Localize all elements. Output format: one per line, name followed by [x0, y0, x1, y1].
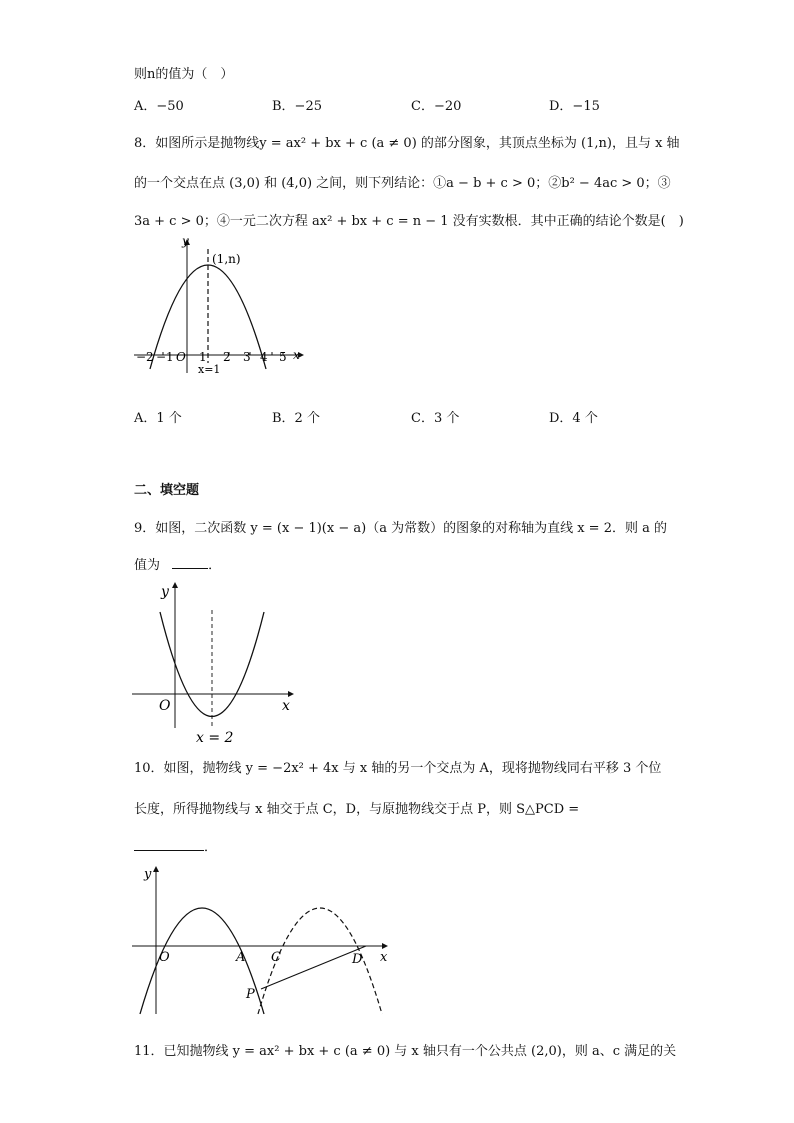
q8-vertex-label: (1,n) [212, 252, 241, 266]
q8-option-a: A．1 个 [134, 411, 182, 426]
q7-option-c: C．−20 [411, 99, 462, 114]
q10-x-label: x [380, 950, 388, 965]
q9-stem-line1: 9．如图，二次函数 y = (x − 1)(x − a)（a 为常数）的图象的对称轴为直线 x = 2．则 a 的 [134, 521, 667, 536]
q7-option-d: D．−15 [549, 99, 600, 114]
q9-stem-text: 值为 [134, 558, 161, 573]
q9-stem-end: ． [208, 558, 222, 573]
q10-stem-line1: 10．如图，抛物线 y = −2x² + 4x 与 x 轴的另一个交点为 A，现将抛物线同右平移 3 个位 [134, 761, 662, 776]
q10-y-label: y [144, 867, 152, 882]
q8-tick-label: 4 [260, 350, 268, 364]
q7-option-b: B．−25 [272, 99, 322, 114]
q8-axis-label: x=1 [198, 363, 221, 376]
q10-stem-line2: 长度，所得抛物线与 x 轴交于点 C，D，与原抛物线交于点 P，则 S△PCD = [134, 802, 580, 817]
q10-point-p-label: P [246, 987, 255, 1002]
q9-stem-line2 [134, 556, 221, 575]
q11-stem-line1: 11．已知抛物线 y = ax² + bx + c (a ≠ 0) 与 x 轴只有一个公共点 (2,0)，则 a、c 满足的关 [134, 1044, 677, 1059]
q9-answer-blank[interactable] [172, 556, 208, 569]
q8-stem-line3: 3a + c > 0；④一元二次方程 ax² + bx + c = n − 1 没有实数根．其中正确的结论个数是( ) [134, 214, 684, 229]
q10-parabola-figure [130, 862, 400, 1022]
q8-tick-label: 5 [279, 350, 287, 364]
q9-x-label: x [282, 698, 290, 714]
section-title: 二、填空题 [134, 483, 200, 498]
q8-tick-label: −1 [156, 350, 174, 364]
q8-option-b: B．2 个 [272, 411, 320, 426]
q9-origin-label: O [159, 698, 171, 714]
q10-stem-end: ． [204, 840, 218, 855]
q9-y-label: y [161, 584, 169, 600]
q8-tick-label: −2 [136, 350, 154, 364]
q8-x-label: x [293, 348, 300, 362]
q8-y-label: y [182, 234, 189, 248]
q10-stem-line3 [134, 838, 217, 857]
q10-point-c-label: C [271, 950, 281, 965]
q8-option-d: D．4 个 [549, 411, 598, 426]
q10-point-d-label: D [352, 952, 363, 967]
q8-stem-line2: 的一个交点在点 (3,0) 和 (4,0) 之间，则下列结论：①a − b + c > 0；②b² − 4ac > 0；③ [134, 176, 671, 191]
q7-tail: 则n的值为（ ） [134, 67, 234, 82]
q7-option-a: A．−50 [134, 99, 184, 114]
q8-stem-line1: 8．如图所示是抛物线y = ax² + bx + c (a ≠ 0) 的部分图象，其顶点坐标为 (1,n)，且与 x 轴 [134, 136, 680, 151]
q10-origin-label: O [159, 950, 170, 965]
q8-tick-label: 3 [243, 350, 251, 364]
q9-axis-label: x = 2 [196, 730, 234, 746]
q10-answer-blank[interactable] [134, 838, 204, 851]
q8-origin-label: O [176, 350, 186, 364]
q8-tick-label: 2 [223, 350, 231, 364]
q8-tick-label: 1 [199, 350, 207, 364]
q8-parabola-figure [130, 235, 310, 375]
q9-parabola-figure [130, 578, 300, 748]
q8-option-c: C．3 个 [411, 411, 460, 426]
q10-point-a-label: A [236, 950, 246, 965]
